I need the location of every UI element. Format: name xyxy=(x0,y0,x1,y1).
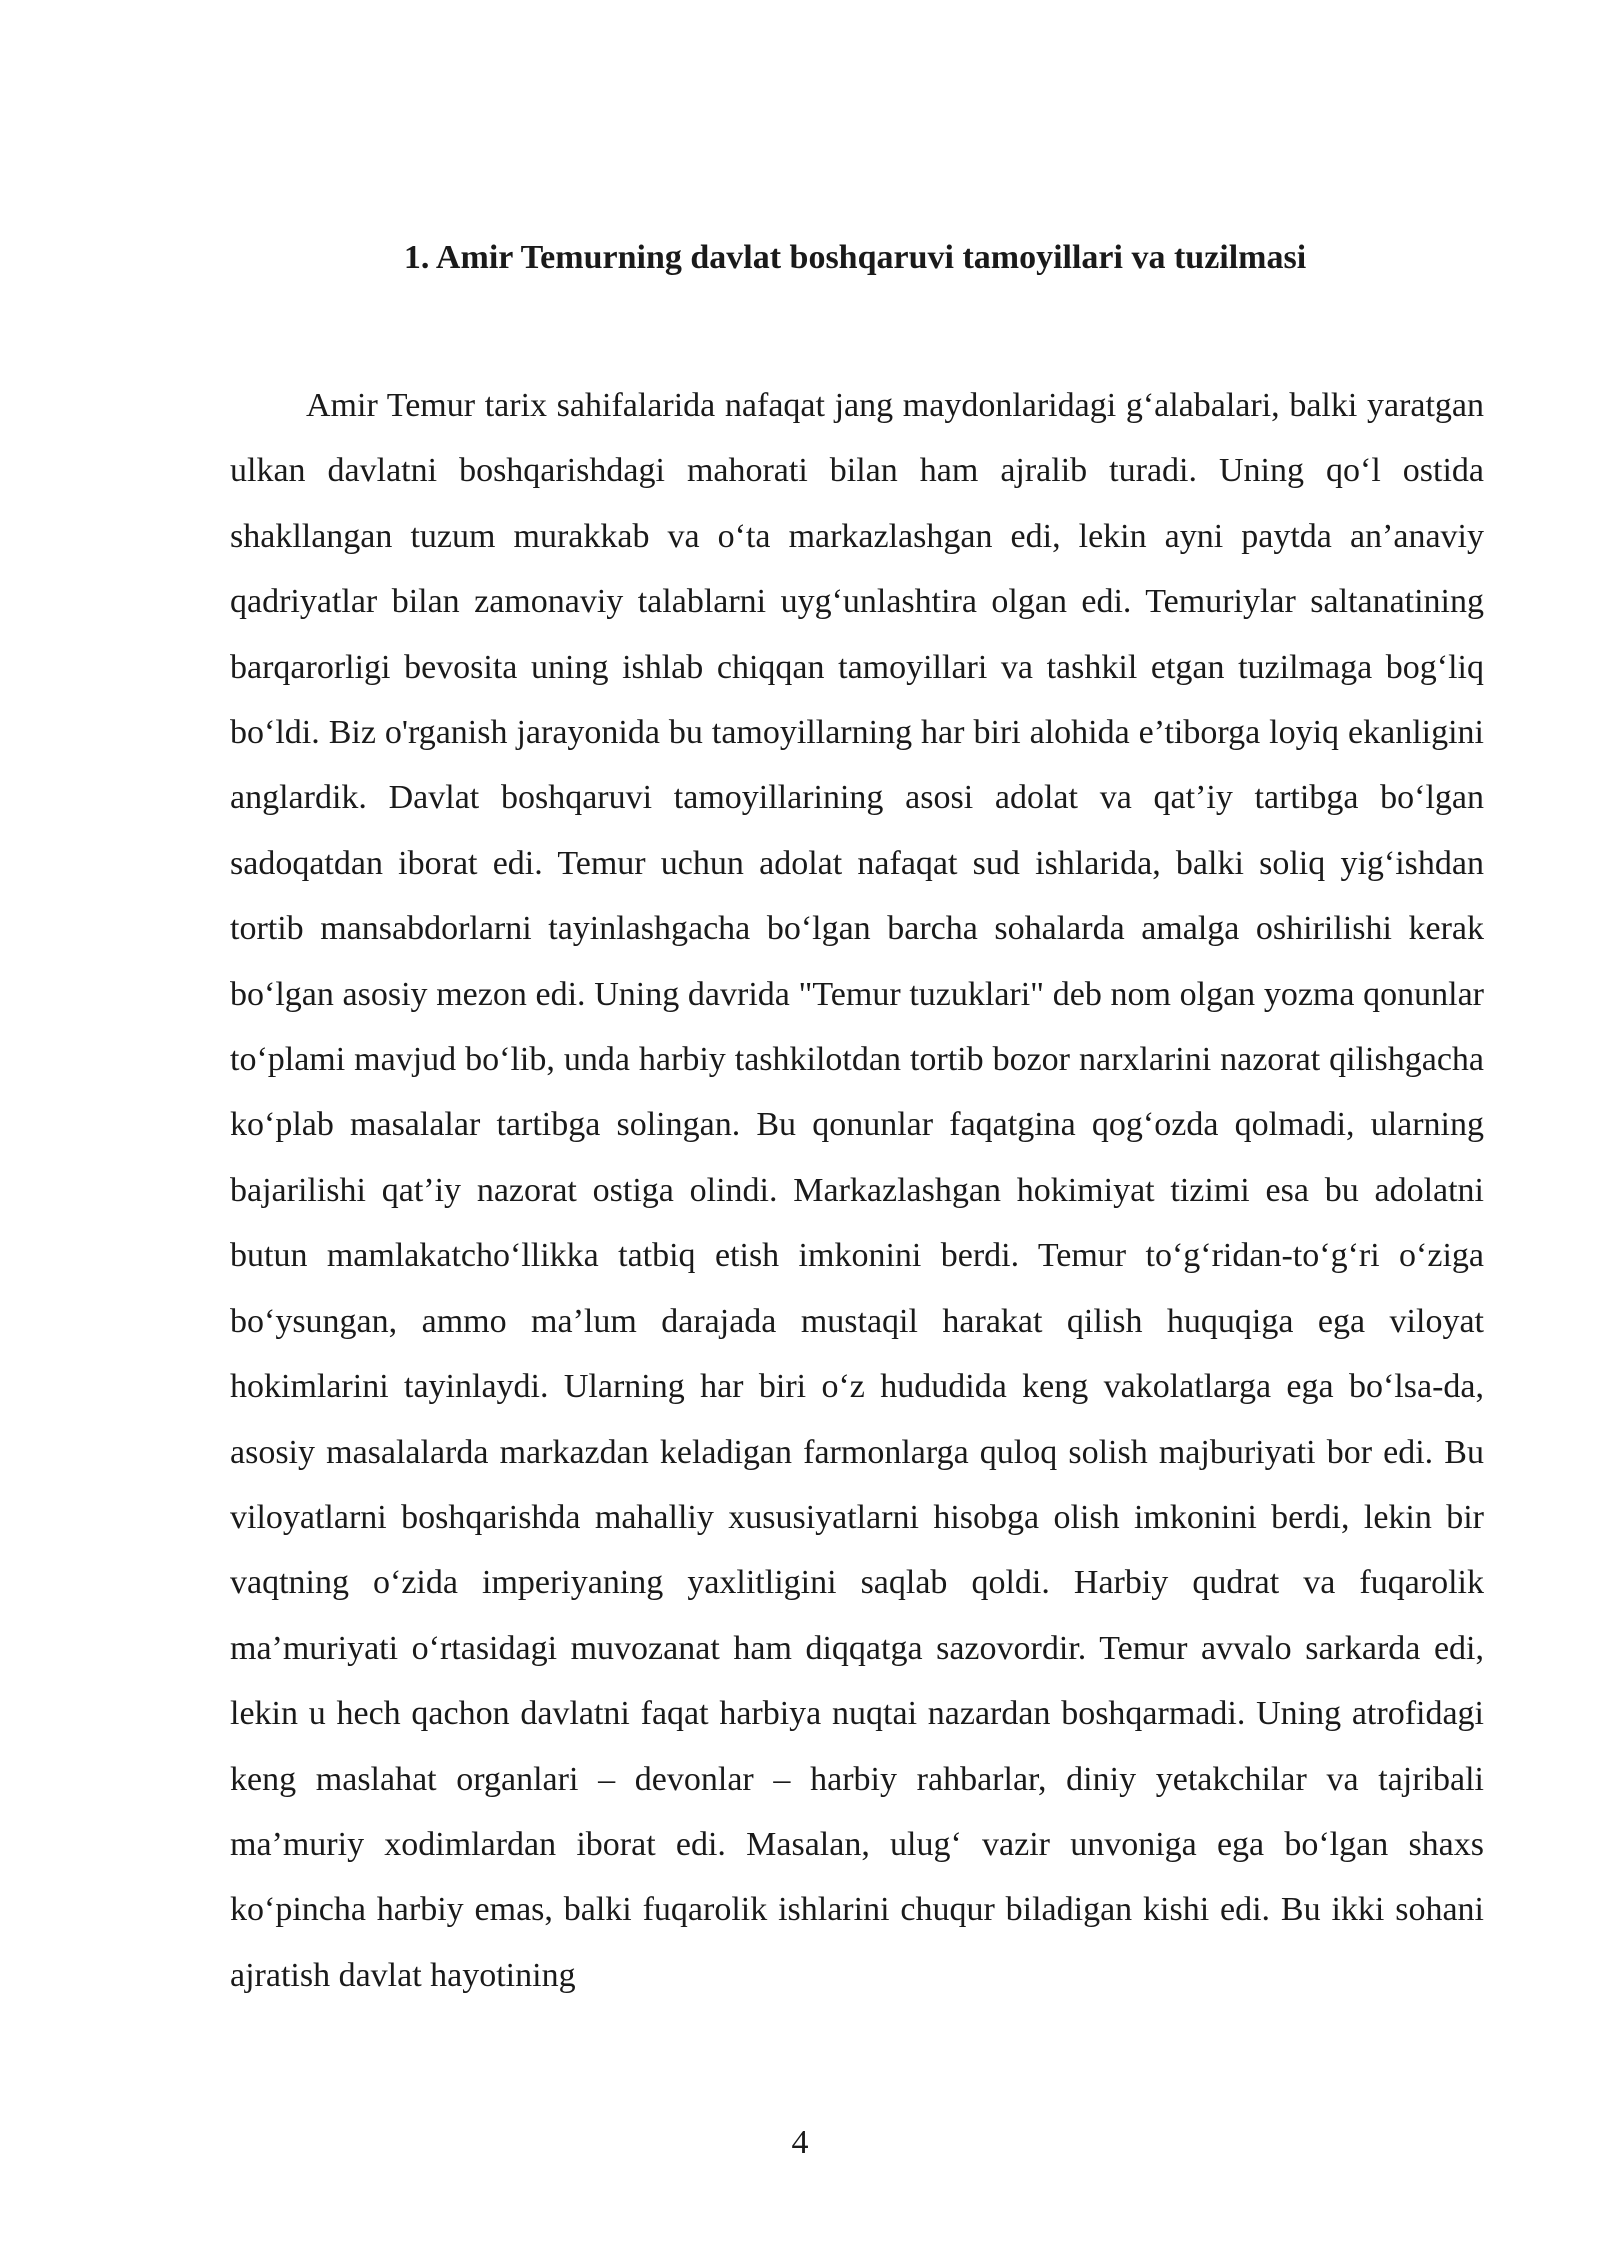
body-paragraph: Amir Temur tarix sahifalarida nafaqat jang maydonlaridagi g‘alabalari, balki yaratgan ulkan davlatni boshqarishdagi mahorati bilan ham ajralib turadi. Uning qo‘l ostida shakllangan tuzum murakkab va o‘ta markazlashgan edi, lekin ayni paytda an’anaviy qadriyatlar bilan zamonaviy talablarni uyg‘unlashtira olgan edi. Temuriylar saltanatining barqarorligi bevosita uning ishlab chiqqan tamoyillari va tashkil etgan tuzilmaga bog‘liq bo‘ldi. Biz o'rganish jarayonida bu tamoyillarning har biri alohida e’tiborga loyiq ekanligini anglardik. Davlat boshqaruvi tamoyillarining asosi adolat va qat’iy tartibga bo‘lgan sadoqatdan iborat edi. Temur uchun adolat nafaqat sud ishlarida, balki soliq yig‘ishdan tortib mansabdorlarni tayinlashgacha bo‘lgan barcha sohalarda amalga oshirilishi kerak bo‘lgan asosiy mezon edi. Uning davrida "Temur tuzuklari" deb nom olgan yozma qonunlar to‘plami mavjud bo‘lib, unda harbiy tashkilotdan tortib bozor narxlarini nazorat qilishgacha ko‘plab masalalar tartibga solingan. Bu qonunlar faqatgina qog‘ozda qolmadi, ularning bajarilishi qat’iy nazorat ostiga olindi. Markazlashgan hokimiyat tizimi esa bu adolatni butun mamlakatcho‘llikka tatbiq etish imkonini berdi. Temur to‘g‘ridan-to‘g‘ri o‘ziga bo‘ysungan, ammo ma’lum darajada mustaqil harakat qilish huquqiga ega viloyat hokimlarini tayinlaydi. Ularning har biri o‘z hududida keng vakolatlarga ega bo‘lsa-da, asosiy masalalarda markazdan keladigan farmonlarga quloq solish majburiyati bor edi. Bu viloyatlarni boshqarishda mahalliy xususiyatlarni hisobga olish imkonini berdi, lekin bir vaqtning o‘zida imperiyaning yaxlitligini saqlab qoldi. Harbiy qudrat va fuqarolik ma’muriyati o‘rtasidagi muvozanat ham diqqatga sazovordir. Temur avvalo sarkarda edi, lekin u hech qachon davlatni faqat harbiya nuqtai nazardan boshqarmadi. Uning atrofidagi keng maslahat organlari – devonlar – harbiy rahbarlar, diniy yetakchilar va tajribali ma’muriy xodimlardan iborat edi. Masalan, ulug‘ vazir unvoniga ega bo‘lgan shaxs ko‘pincha harbiy emas, balki fuqarolik ishlarini chuqur biladigan kishi edi. Bu ikki sohani ajratish davlat hayotining xyxy=(230,387,1484,1994)
section-heading: 1. Amir Temurning davlat boshqaruvi tamoyillari va tuzilmasi xyxy=(403,239,1307,276)
page-number: 4 xyxy=(791,2124,809,2161)
